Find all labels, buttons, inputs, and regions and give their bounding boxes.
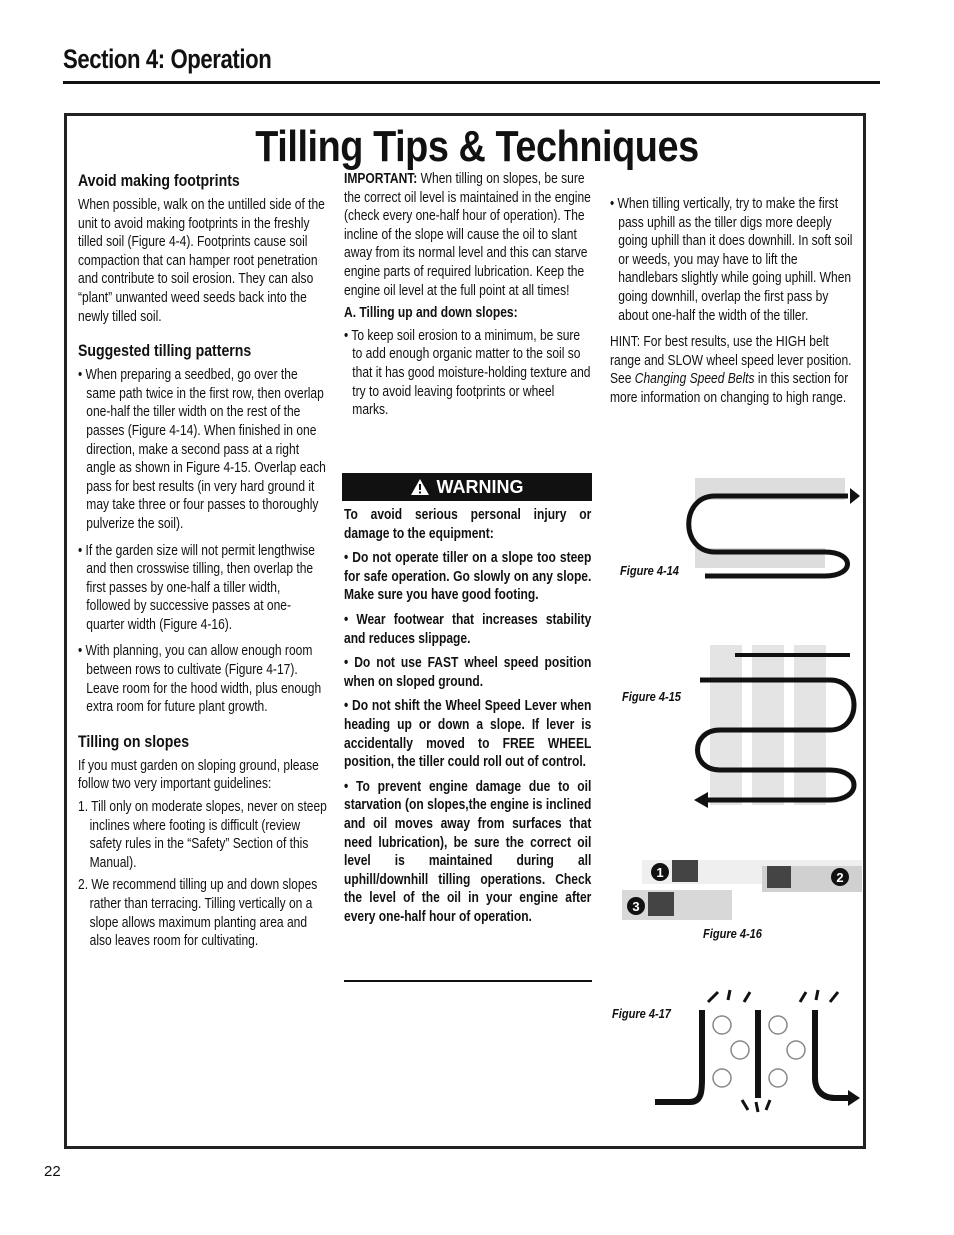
important-label: IMPORTANT:: [344, 171, 418, 187]
up-down-bullet: • To keep soil erosion to a minimum, be sure to add enough organic matter to the soil so that it has good moisture-holding texture and try to avoid leaving footprints or wheel marks.: [344, 327, 591, 419]
figure-4-16-diagram: [622, 852, 872, 927]
figure-4-16-label: Figure 4-16: [703, 926, 762, 941]
page-title: Tilling Tips & Techniques: [255, 122, 699, 171]
patterns-bullet-3: • With planning, you can allow enough room between rows to cultivate (Figure 4-17). Leave room for the hood width, plus enough extra room for future plant growth.: [78, 643, 322, 716]
warning-banner: [342, 473, 592, 501]
column-middle: [344, 170, 644, 428]
footprints-text: When possible, walk on the untilled side of the unit to avoid making footprints in the freshly tilled soil (Figure 4-4). Footprints cause soil compaction that can hamper root penetration and contribute to soil erosion. They can also “plant” unwanted weed seeds back into the newly tilled soil.: [78, 197, 325, 325]
heading-patterns: Suggested tilling patterns: [78, 341, 252, 361]
figure-4-14-diagram: [680, 468, 860, 588]
slopes-item-1: 1. Till only on moderate slopes, never on steep inclines where footing is difficult (review safety rules in the “Safety” Section of this Manual).: [78, 799, 327, 871]
warning-item-5: • To prevent engine damage due to oil starvation (on slopes,the engine is inclined and oil moves away from surfaces that need lubrication), be sure the correct oil level is maintained during all uphill/downhill tilling operations. Check the level of the oil in your engine after every one-half hour of operation.: [344, 778, 592, 925]
warning-item-3: • Do not use FAST wheel speed position when on sloped ground.: [344, 655, 592, 690]
column-left: [78, 170, 378, 955]
header-rule: [63, 81, 880, 84]
important-text: When tilling on slopes, be sure the correct oil level is maintained in the engine (check every one-half hour of operation). The incline of the slope will cause the oil to slant away from its normal level and this can starve engine parts of required lubrication. Keep the engine oil level at the full point at all times!: [344, 171, 591, 299]
important-paragraph: [344, 170, 593, 300]
column-right: [610, 195, 914, 412]
hint-prefix: HINT: For best results, use the HIGH belt range and SLOW wheel speed lever position. See: [610, 334, 852, 388]
page-number: 22: [44, 1163, 61, 1180]
figure-4-16-marker-2: 2: [836, 870, 844, 885]
figure-4-16-marker-1: 1: [656, 865, 664, 880]
figure-4-17-diagram: [650, 990, 865, 1115]
slopes-item-2: 2. We recommend tilling up and down slopes rather than terracing. Tilling vertically on a slope allows maximum planting area and also leaves room for cultivating.: [78, 877, 318, 950]
warning-item-1: • Do not operate tiller on a slope too steep for safe operation. Go slowly on any slope. Make sure you have good footing.: [344, 550, 592, 604]
patterns-bullet-2: • If the garden size will not permit lengthwise and then crosswise tilling, then overlap the first passes by one-half a tiller width, followed by successive passes at one-quarter width (Figure 4-16).: [78, 542, 316, 633]
warning-rule: [344, 980, 592, 982]
heading-footprints: Avoid making footprints: [78, 171, 240, 190]
figure-4-17-label: Figure 4-17: [612, 1006, 671, 1021]
warning-label: WARNING: [436, 476, 524, 497]
section-header: Section 4: Operation: [63, 44, 272, 74]
warning-item-2: • Wear footwear that increases stability and reduces slippage.: [344, 611, 592, 647]
warning-triangle-icon: [411, 479, 429, 495]
figure-4-15-diagram: [690, 640, 865, 810]
subheading-up-down: A. Tilling up and down slopes:: [344, 305, 518, 322]
figure-4-15-label: Figure 4-15: [622, 689, 681, 704]
hint-suffix: in this section for more information on changing to high range.: [610, 371, 849, 406]
vertical-tilling-bullet: • When tilling vertically, try to make the first pass uphill as the tiller digs more deeply going uphill than it does downhill. In soft soil or weeds, you may have to lift the handlebars slightly while going uphill. When going downhill, overlap the first pass by about one-half the width of the tiller.: [610, 196, 853, 324]
heading-slopes: Tilling on slopes: [78, 731, 190, 751]
hint-paragraph: [610, 333, 859, 407]
figure-4-14-label: Figure 4-14: [620, 563, 679, 578]
hint-link: Changing Speed Belts: [634, 371, 755, 388]
warning-intro: To avoid serious personal injury or damage to the equipment:: [344, 507, 592, 542]
slopes-intro: If you must garden on sloping ground, please follow two very important guidelines:: [78, 757, 319, 793]
warning-text: [344, 506, 649, 932]
warning-item-4: • Do not shift the Wheel Speed Lever when heading up or down a slope. If lever is accidentally moved to FREE WHEEL position, the tiller could roll out of control.: [344, 698, 592, 771]
figure-4-16-marker-3: 3: [632, 899, 640, 914]
patterns-bullet-1: • When preparing a seedbed, go over the same path twice in the first row, then overlap one-half the tiller width on the rest of the passes (Figure 4-14). When finished in one direction, make a second pass at a right angle as shown in Figure 4-15. Overlap each pass for best results (in very hard ground it may take three or four passes to thoroughly pulverize the soil).: [78, 367, 326, 532]
